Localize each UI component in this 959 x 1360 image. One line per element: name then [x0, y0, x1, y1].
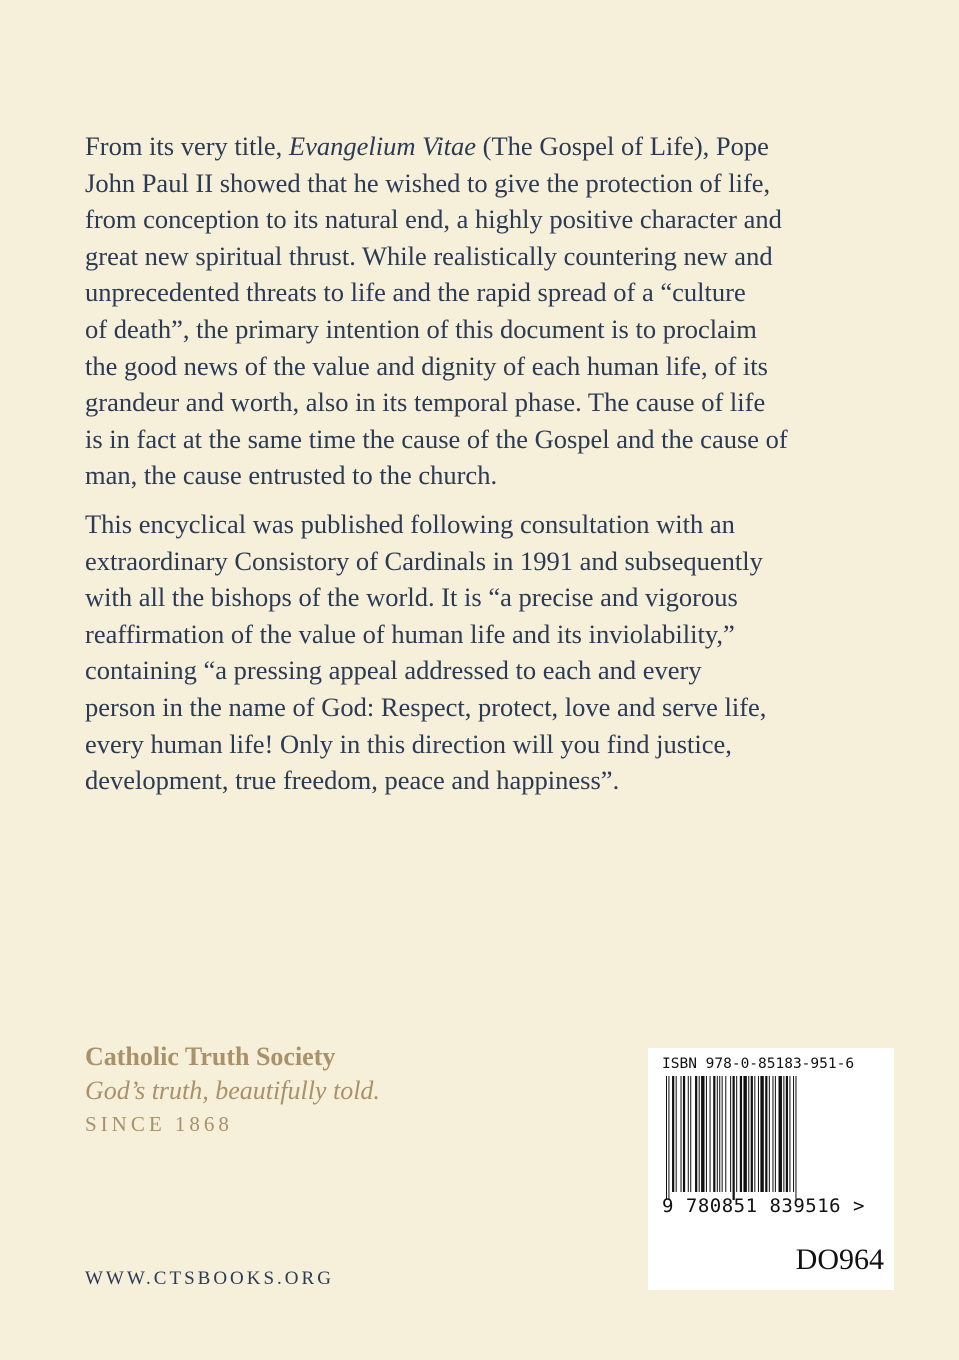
- blurb-line: This encyclical was published following consultation with an: [85, 508, 735, 539]
- publisher-name: Catholic Truth Society: [85, 1042, 336, 1071]
- barcode-bar: [795, 1076, 796, 1200]
- barcode-bar: [765, 1076, 767, 1192]
- barcode-bar: [701, 1076, 704, 1192]
- barcode-bar: [668, 1076, 669, 1200]
- isbn-barcode-panel: [648, 1048, 894, 1290]
- barcode-bar: [722, 1076, 723, 1192]
- publisher-since: SINCE 1868: [85, 1112, 233, 1136]
- barcode-bar: [743, 1076, 746, 1192]
- blurb-line: is in fact at the same time the cause of the Gospel and the cause of: [85, 423, 788, 454]
- blurb-line: from conception to its natural end, a highly positive character and: [85, 204, 782, 235]
- barcode-bar: [730, 1076, 731, 1192]
- blurb-line: man, the cause entrusted to the church.: [85, 460, 498, 491]
- blurb-line: John Paul II showed that he wished to give the protection of life,: [85, 167, 771, 198]
- barcode-bar: [690, 1076, 691, 1192]
- blurb-line: development, true freedom, peace and happiness”.: [85, 765, 620, 796]
- barcode-bar: [789, 1076, 790, 1192]
- barcode-bar: [740, 1076, 742, 1192]
- barcode-bar: [710, 1076, 711, 1192]
- publisher-brand: [85, 1040, 380, 1140]
- barcode-digits: 9 780851 839516 >: [662, 1195, 865, 1217]
- barcode-bar: [695, 1076, 697, 1192]
- barcode-bar: [736, 1076, 737, 1192]
- barcode-bar: [725, 1076, 726, 1192]
- isbn-number: ISBN 978-0-85183-951-6: [662, 1056, 855, 1072]
- barcode-bar: [713, 1076, 715, 1192]
- barcode-bar: [754, 1076, 755, 1192]
- publisher-website[interactable]: WWW.CTSBOOKS.ORG: [85, 1268, 334, 1289]
- barcode-bar: [783, 1076, 784, 1192]
- barcode-bar: [717, 1076, 718, 1192]
- blurb-line: extraordinary Consistory of Cardinals in 1991 and subsequently: [85, 545, 763, 576]
- barcode-bar: [719, 1076, 720, 1192]
- barcode-bar: [786, 1076, 788, 1192]
- blurb-line: the good news of the value and dignity of each human life, of its: [85, 350, 768, 381]
- barcode-bar: [683, 1076, 685, 1192]
- blurb-line: From its very title, Evangelium Vitae (The Gospel of Life), Pope: [85, 131, 769, 161]
- barcode-bar: [775, 1076, 776, 1192]
- publisher-tagline: God’s truth, beautifully told.: [85, 1076, 380, 1105]
- barcode-bar: [672, 1076, 674, 1192]
- barcode-bar: [733, 1076, 735, 1200]
- barcode-bar: [758, 1076, 759, 1192]
- barcode-bar: [748, 1076, 749, 1192]
- blurb-line: unprecedented threats to life and the rapid spread of a “culture: [85, 277, 746, 308]
- blurb-line: with all the bishops of the world. It is “a precise and vigorous: [85, 582, 738, 613]
- product-code: DO964: [795, 1243, 884, 1276]
- barcode-bar: [751, 1076, 753, 1192]
- blurb-line: person in the name of God: Respect, protect, love and serve life,: [85, 691, 767, 722]
- barcode-bar: [699, 1076, 700, 1192]
- blurb-line: every human life! Only in this direction will you find justice,: [85, 728, 732, 759]
- back-cover-blurb: [85, 128, 875, 799]
- barcode-bar: [666, 1076, 667, 1200]
- blurb-line: reaffirmation of the value of human life and its inviolability,”: [85, 618, 735, 649]
- blurb-line: grandeur and worth, also in its temporal phase. The cause of life: [85, 387, 766, 418]
- book-title: Evangelium Vitae: [288, 131, 477, 161]
- blurb-paragraph-1: [85, 128, 875, 494]
- barcode-bar: [706, 1076, 707, 1192]
- barcode-icon: [666, 1076, 862, 1200]
- barcode-bar: [772, 1076, 773, 1192]
- barcode-bar: [688, 1076, 689, 1192]
- barcode-bar: [769, 1076, 770, 1192]
- blurb-line: containing “a pressing appeal addressed to each and every: [85, 655, 702, 686]
- barcode-bar: [779, 1076, 782, 1192]
- barcode-bar: [681, 1076, 682, 1192]
- barcode-bar: [676, 1076, 677, 1192]
- blurb-line: great new spiritual thrust. While realistically countering new and: [85, 240, 773, 271]
- blurb-line: of death”, the primary intention of this document is to proclaim: [85, 313, 757, 344]
- barcode-bar: [793, 1076, 794, 1192]
- blurb-paragraph-2: [85, 506, 875, 799]
- barcode-bar: [760, 1076, 763, 1192]
